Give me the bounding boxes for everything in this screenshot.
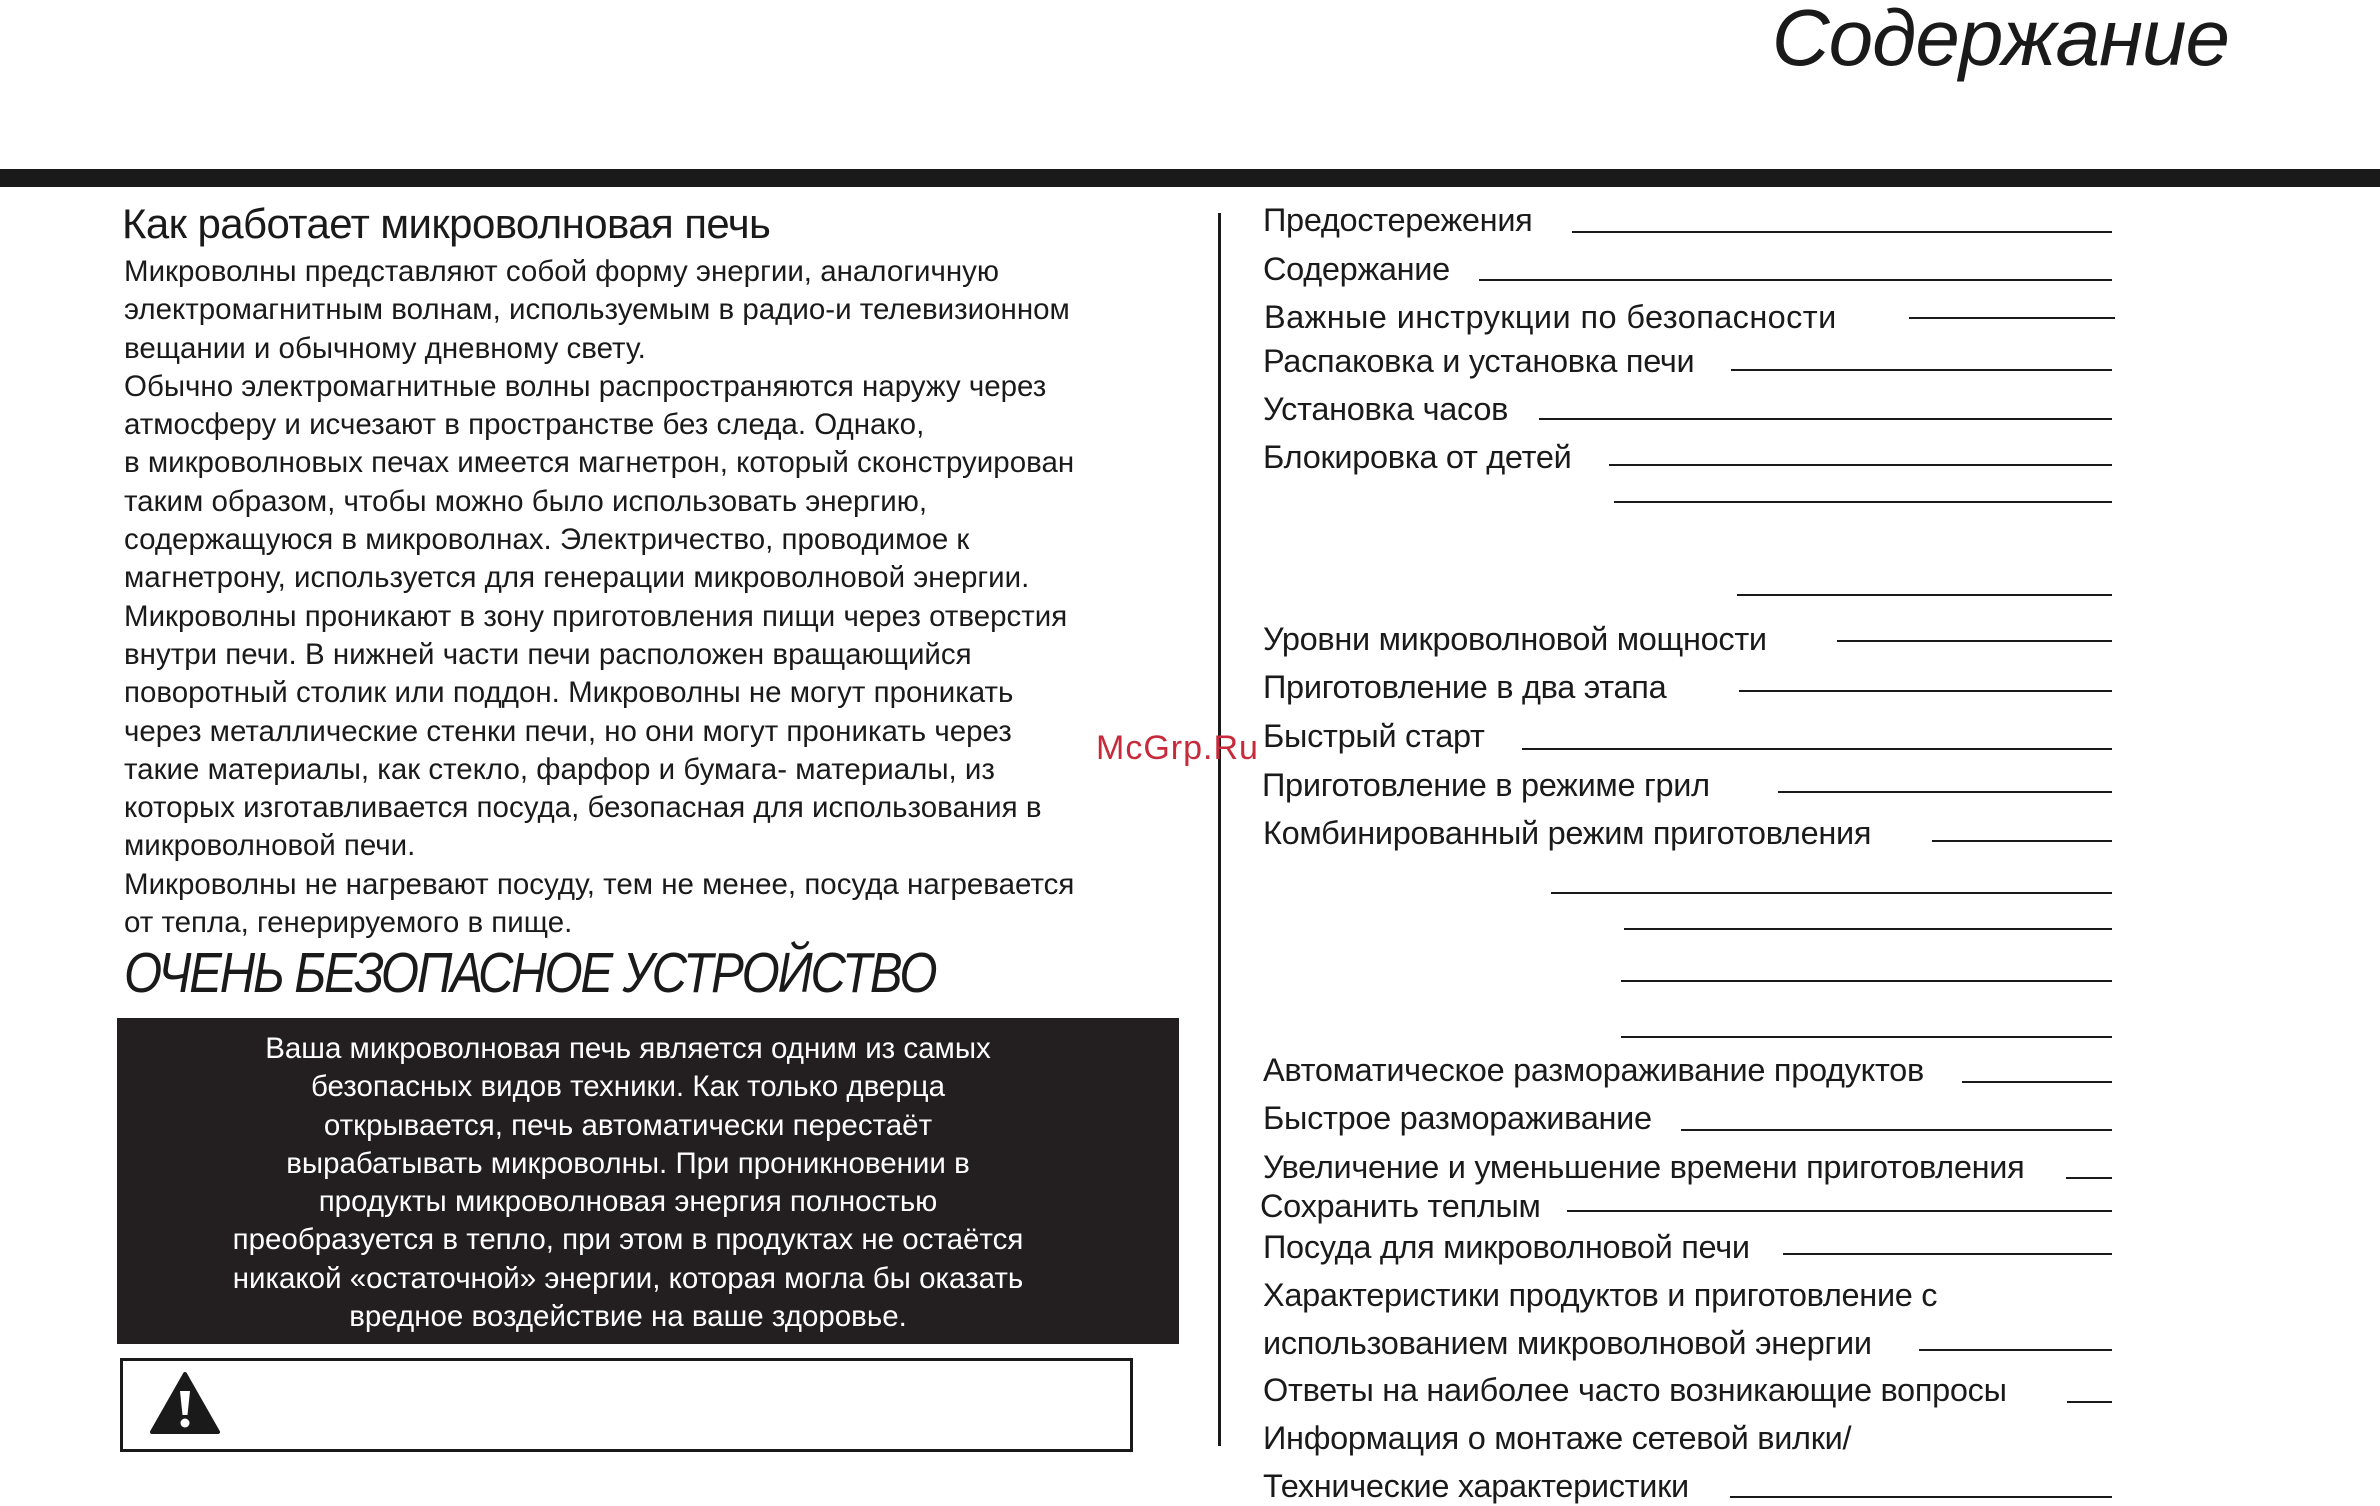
intro-text [122,253,1182,942]
toc-entry-label: Характеристики продуктов и приготовление с [1263,1277,1938,1313]
toc-leader-line [1479,279,2112,281]
text-line: от тепла, генерируемого в пище. [124,906,573,940]
toc-entry-label: Быстрый старт [1263,718,1485,754]
text-line: внутри печи. В нижней части печи расположен вращающийся [124,637,972,671]
header-rule [0,169,2380,187]
column-divider [1218,213,1221,1446]
text-line: электромагнитным волнам, используемым в радио-и телевизионном [124,293,1070,327]
toc-leader-line [1624,928,2112,930]
toc-entry-label: Информация о монтаже сетевой вилки/ [1263,1420,1852,1456]
toc-leader-line [1681,1129,2112,1131]
notice-line: продукты микроволновая энергия полностью [318,1185,938,1219]
text-line: Микроволны проникают в зону приготовления пищи через отверстия [124,599,1068,633]
toc-entry-label: Приготовление в режиме грил [1262,767,1710,803]
toc-leader-line [1962,1081,2112,1083]
toc-entry-label: использованием микроволновой энергии [1263,1325,1872,1361]
notice-line: открывается, печь автоматически перестаёт [323,1108,933,1142]
text-line: такие материалы, как стекло, фарфор и бумага- материалы, из [124,752,995,786]
safety-notice-box [117,1018,1179,1344]
text-line: таким образом, чтобы можно было использовать энергию, [124,484,928,518]
notice-line: безопасных видов техники. Как только дверца [310,1070,946,1104]
toc-leader-line [1932,840,2112,842]
watermark: McGrp.Ru [1096,729,1259,767]
toc-entry-label: Технические характеристики [1263,1468,1689,1504]
toc-leader-line [1783,1253,2112,1255]
toc-entry-label: Посуда для микроволновой печи [1263,1229,1750,1265]
notice-line: вырабатывать микроволны. При проникновении в [286,1146,970,1180]
toc-entry-label: Содержание [1263,251,1450,287]
text-line: через металлические стенки печи, но они могут проникать через [124,714,1012,748]
toc-leader-line [1539,418,2112,420]
toc-leader-line [2066,1177,2112,1179]
text-line: атмосферу и исчезают в пространстве без следа. Однако, [124,408,925,442]
toc-entry-label: Сохранить теплым [1260,1188,1541,1224]
toc-entry-label: Приготовление в два этапа [1263,669,1667,705]
toc-leader-line [1572,231,2112,233]
toc-leader-line [1778,791,2112,793]
text-line: вещании и обычному дневному свету. [124,331,646,365]
toc-entry-label: Предостережения [1263,202,1533,238]
toc-leader-line [1739,690,2112,692]
toc-leader-line [1919,1349,2112,1351]
toc-leader-line [1737,594,2112,596]
toc-leader-line [1551,892,2112,894]
warning-box [120,1358,1133,1452]
notice-line: вредное воздействие на ваше здоровье. [349,1300,907,1334]
toc-leader-line [1731,369,2112,371]
toc-leader-line [1621,980,2112,982]
section-heading: Как работает микроволновая печь [122,200,771,247]
toc-leader-line [1837,640,2112,642]
text-line: в микроволновых печах имеется магнетрон, который сконструирован [124,446,1075,480]
toc-entry-label: Блокировка от детей [1263,439,1572,475]
toc-leader-line [1909,317,2115,319]
toc-entry-label: Автоматическое размораживание продуктов [1263,1052,1924,1088]
toc-leader-line [1621,1036,2112,1038]
toc-entry-label: Ответы на наиболее часто возникающие вопросы [1263,1372,2007,1408]
toc-entry-label: Уровни микроволновой мощности [1263,621,1767,657]
text-line: содержащуюся в микроволнах. Электричество, проводимое к [124,523,970,557]
toc-leader-line [1614,501,2112,503]
text-line: поворотный столик или поддон. Микроволны не могут проникать [124,676,1014,710]
toc-entry-label: Установка часов [1263,391,1509,427]
toc-entry-label: Распаковка и установка печи [1263,343,1695,379]
text-line: магнетрону, используется для генерации микроволновой энергии. [124,561,1030,595]
toc-entry-label: Важные инструкции по безопасности [1264,299,1837,335]
text-line: Обычно электромагнитные волны распространяются наружу через [124,369,1047,403]
toc-leader-line [2067,1401,2112,1403]
safety-heading: ОЧЕНЬ БЕЗОПАСНОЕ УСТРОЙСТВО [124,941,936,1005]
toc-leader-line [1609,464,2112,466]
toc-entry-label: Комбинированный режим приготовления [1263,815,1872,851]
warning-triangle-icon [149,1371,221,1435]
notice-line: никакой «остаточной» энергии, которая могла бы оказать [232,1261,1024,1295]
page-title: Содержание [1771,0,2229,82]
toc-entry-label: Увеличение и уменьшение времени приготовления [1263,1149,2025,1185]
notice-line: преобразуется в тепло, при этом в продуктах не остаётся [232,1223,1024,1257]
toc-leader-line [1567,1210,2112,1212]
toc-leader-line [1522,748,2112,750]
notice-line: Ваша микроволновая печь является одним из самых [265,1032,991,1065]
text-line: Микроволны представляют собой форму энергии, аналогичную [124,255,1000,288]
text-line: Микроволны не нагревают посуду, тем не менее, посуда нагревается [124,867,1075,901]
text-line: микроволновой печи. [124,829,416,863]
toc-entry-label: Быстрое размораживание [1263,1100,1652,1136]
text-line: которых изготавливается посуда, безопасная для использования в [124,791,1042,825]
intro-section [122,195,1182,942]
toc-leader-line [1730,1496,2112,1498]
